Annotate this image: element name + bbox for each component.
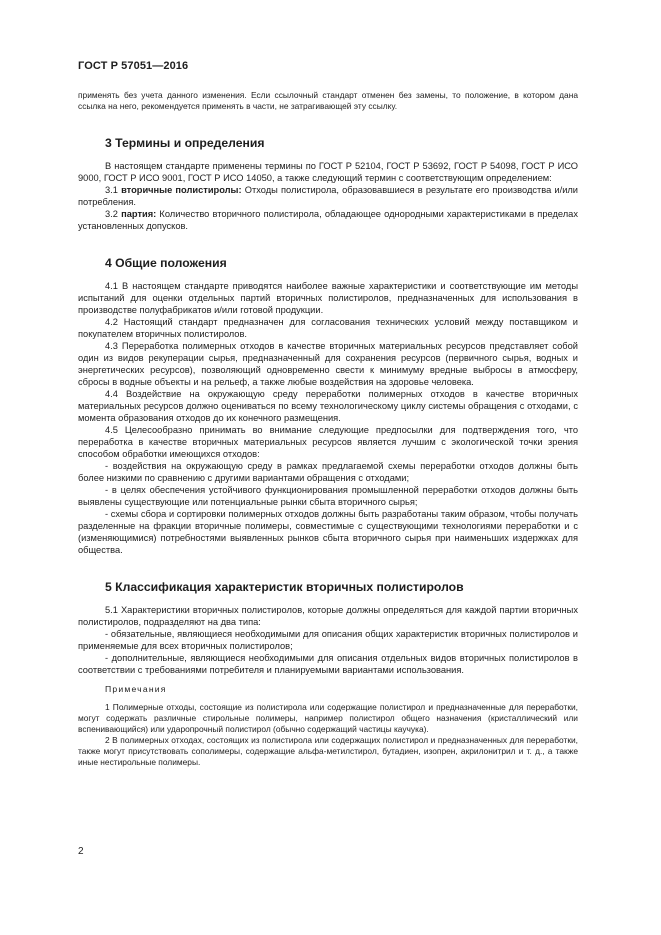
list-item: - дополнительные, являющиеся необходимыми для описания отдельных видов вторичных полистиролов в соответствии с требованиями потребителя и планируемыми вариантами использования. (78, 653, 578, 675)
section-3-paragraph: В настоящем стандарте применены термины по ГОСТ Р 52104, ГОСТ Р 53692, ГОСТ Р 54098, ГОСТ Р ИСО 9000, ГОСТ Р ИСО 9001, ГОСТ Р ИСО 14050, а также следующий термин с соответствующим определением: (78, 161, 578, 183)
list-item: - в целях обеспечения устойчивого функционирования промышленной переработки отходов должны быть выявлены существующие или потенциальные рынки сбыта вторичного сырья; (78, 485, 578, 507)
clause-4-5: 4.5 Целесообразно принимать во внимание следующие предпосылки для подтверждения того, что переработка в качестве вторичных материальных ресурсов является лучшим с экологической точки зрения способом обработки имеющихся отходов: (78, 425, 578, 459)
list-item: - обязательные, являющиеся необходимыми для описания общих характеристик вторичных полистиролов и применяемые для всех вторичных полистиролов; (78, 629, 578, 651)
page-number: 2 (78, 846, 84, 857)
section-3-title: 3 Термины и определения (105, 136, 265, 150)
clause-4-1: 4.1 В настоящем стандарте приводятся наиболее важные характеристики и соответствующие им методы испытаний для оценки отдельных партий вторичных полистиролов, предназначенных для использования в производстве полуфабрикатов и/или готовой продукции. (78, 281, 578, 315)
list-item: - схемы сбора и сортировки полимерных отходов должны быть разработаны таким образом, чтобы получать разделенные на фракции вторичные полимеры, совместимые с существующими технологиями переработки и с (изменяющимися) потребностями выявленных рынков сбыта вторичного сырья при наименьших издержках для общества. (78, 509, 578, 555)
clause-4-3: 4.3 Переработка полимерных отходов в качестве вторичных материальных ресурсов представляет собой один из видов рекуперации сырья, предназначенный для сохранения ресурсов (первичного сырья, водных и энергетических ресурсов), позволяющий одновременно свести к минимуму вредные выбросы в атмосферу, сбросы в водные объекты и на рельеф, а также любые воздействия на здоровье человека. (78, 341, 578, 387)
clause-5-1: 5.1 Характеристики вторичных полистиролов, которые должны определяться для каждой партии вторичных полистиролов, подразделяют на два типа: (78, 605, 578, 627)
term-3-2 (78, 208, 578, 232)
note-2: 2 В полимерных отходах, состоящих из полистирола или содержащих полистирол и предназначенных для переработки, также могут присутствовать сополимеры, содержащие альфа-метилстирол, бутадиен, изопрен, акрилонитрил и т. д., а также иные нестирольные полимеры. (78, 735, 578, 767)
term-3-1 (78, 184, 578, 208)
clause-4-4: 4.4 Воздействие на окружающую среду переработки полимерных отходов в качестве вторичных материальных ресурсов должно оцениваться по всему технологическому циклу системы обращения с отходами, с момента образования отходов до их конечного размещения. (78, 389, 578, 423)
term-definition: Количество вторичного полистирола, обладающее однородными характеристиками в пределах установленных допусков. (78, 209, 579, 231)
document-body (78, 90, 578, 768)
list-item: - воздействия на окружающую среду в рамках предлагаемой схемы переработки отходов должны быть более низкими по сравнению с другими вариантами обращения с отходами; (78, 461, 578, 483)
section-5-title: 5 Классификация характеристик вторичных полистиролов (105, 580, 464, 594)
term-name: партия: (121, 209, 157, 219)
note-1: 1 Полимерные отходы, состоящие из полистирола или содержащие полистирол и предназначенные для переработки, могут содержать различные стирольные полимеры, например полистирол общего назначения (кристаллический или вспенивающийся) или ударопрочный полистирол (обычно содержащий частицы каучука). (78, 702, 578, 734)
term-number: 3.1 (105, 185, 122, 195)
intro-paragraph: применять без учета данного изменения. Если ссылочный стандарт отменен без замены, то положение, в котором дана ссылка на него, рекомендуется применять в части, не затрагивающей эту ссылку. (78, 90, 578, 111)
document-header: ГОСТ Р 57051—2016 (78, 60, 189, 72)
term-name: вторичные полистиролы: (121, 185, 242, 195)
section-4-title: 4 Общие положения (105, 256, 227, 270)
clause-4-2: 4.2 Настоящий стандарт предназначен для согласования технических условий между поставщиком и покупателем вторичных полистиролов. (78, 317, 578, 339)
notes-label: Примечания (105, 684, 167, 694)
term-definition: Отходы полистирола, образовавшиеся в результате его производства и/или потребления. (78, 185, 579, 207)
term-number: 3.2 (105, 209, 122, 219)
